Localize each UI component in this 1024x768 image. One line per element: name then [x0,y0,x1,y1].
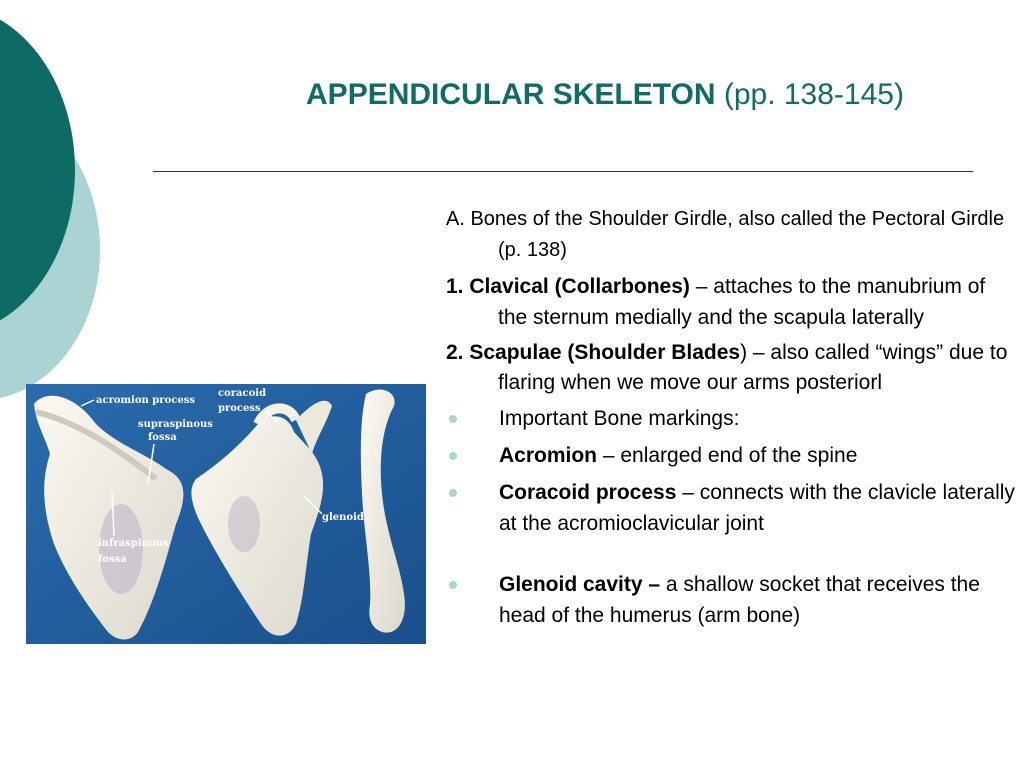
slide-body [446,204,1020,637]
item-scapulae-desc: ) – also called “wings” due to flaring when we move our arms posteriorl [498,341,1008,394]
bullet-item [446,440,1020,471]
section-a-heading: A. Bones of the Shoulder Girdle, also called the Pectoral Girdle (p. 138) [446,208,1005,261]
bullet-item [446,569,1020,631]
label-coracoid: coracoid [218,388,267,399]
label-coracoid-process: process [218,403,261,414]
bullet-dot-icon [449,415,457,423]
label-glenoid: glenoid [322,512,364,523]
label-infraspinous-fossa: fossa [98,554,127,565]
title-main: APPENDICULAR SKELETON [306,78,716,111]
bullet-dot-icon [449,581,457,589]
bullet-term: Glenoid cavity – [499,573,666,596]
bullet-desc: – connects with the clavicle laterally at the acromioclavicular joint [499,481,1015,535]
slide-title [0,78,1024,112]
item-clavical [446,271,1020,333]
label-supraspinous: supraspinous [138,419,213,430]
label-acromion-process: acromion process [96,395,195,406]
label-infraspinous: infraspinous [98,538,169,549]
bullet-term: Acromion [499,444,603,467]
item-clavical-desc: – attaches to the manubrium of the sternum medially and the scapula laterally [498,275,986,329]
item-scapulae-term: 2. Scapulae (Shoulder Blades [446,341,741,364]
title-pages: (pp. 138-145) [723,78,904,111]
label-supraspinous-fossa: fossa [148,432,177,443]
bullet-desc: Important Bone markings: [499,407,740,430]
shoulder-bones-photo [26,384,426,644]
bullet-item [446,403,1020,434]
bullet-desc: – enlarged end of the spine [602,444,858,467]
bullet-dot-icon [449,489,457,497]
item-scapulae [446,338,1020,398]
bullet-desc: a shallow socket that receives the head of the humerus (arm bone) [499,573,980,627]
bullet-term: Coracoid process [499,481,677,504]
bullet-dot-icon [449,452,457,460]
bullet-item [446,477,1020,539]
item-clavical-term: 1. Clavical (Collarbones) [446,275,690,298]
title-divider [153,171,973,172]
